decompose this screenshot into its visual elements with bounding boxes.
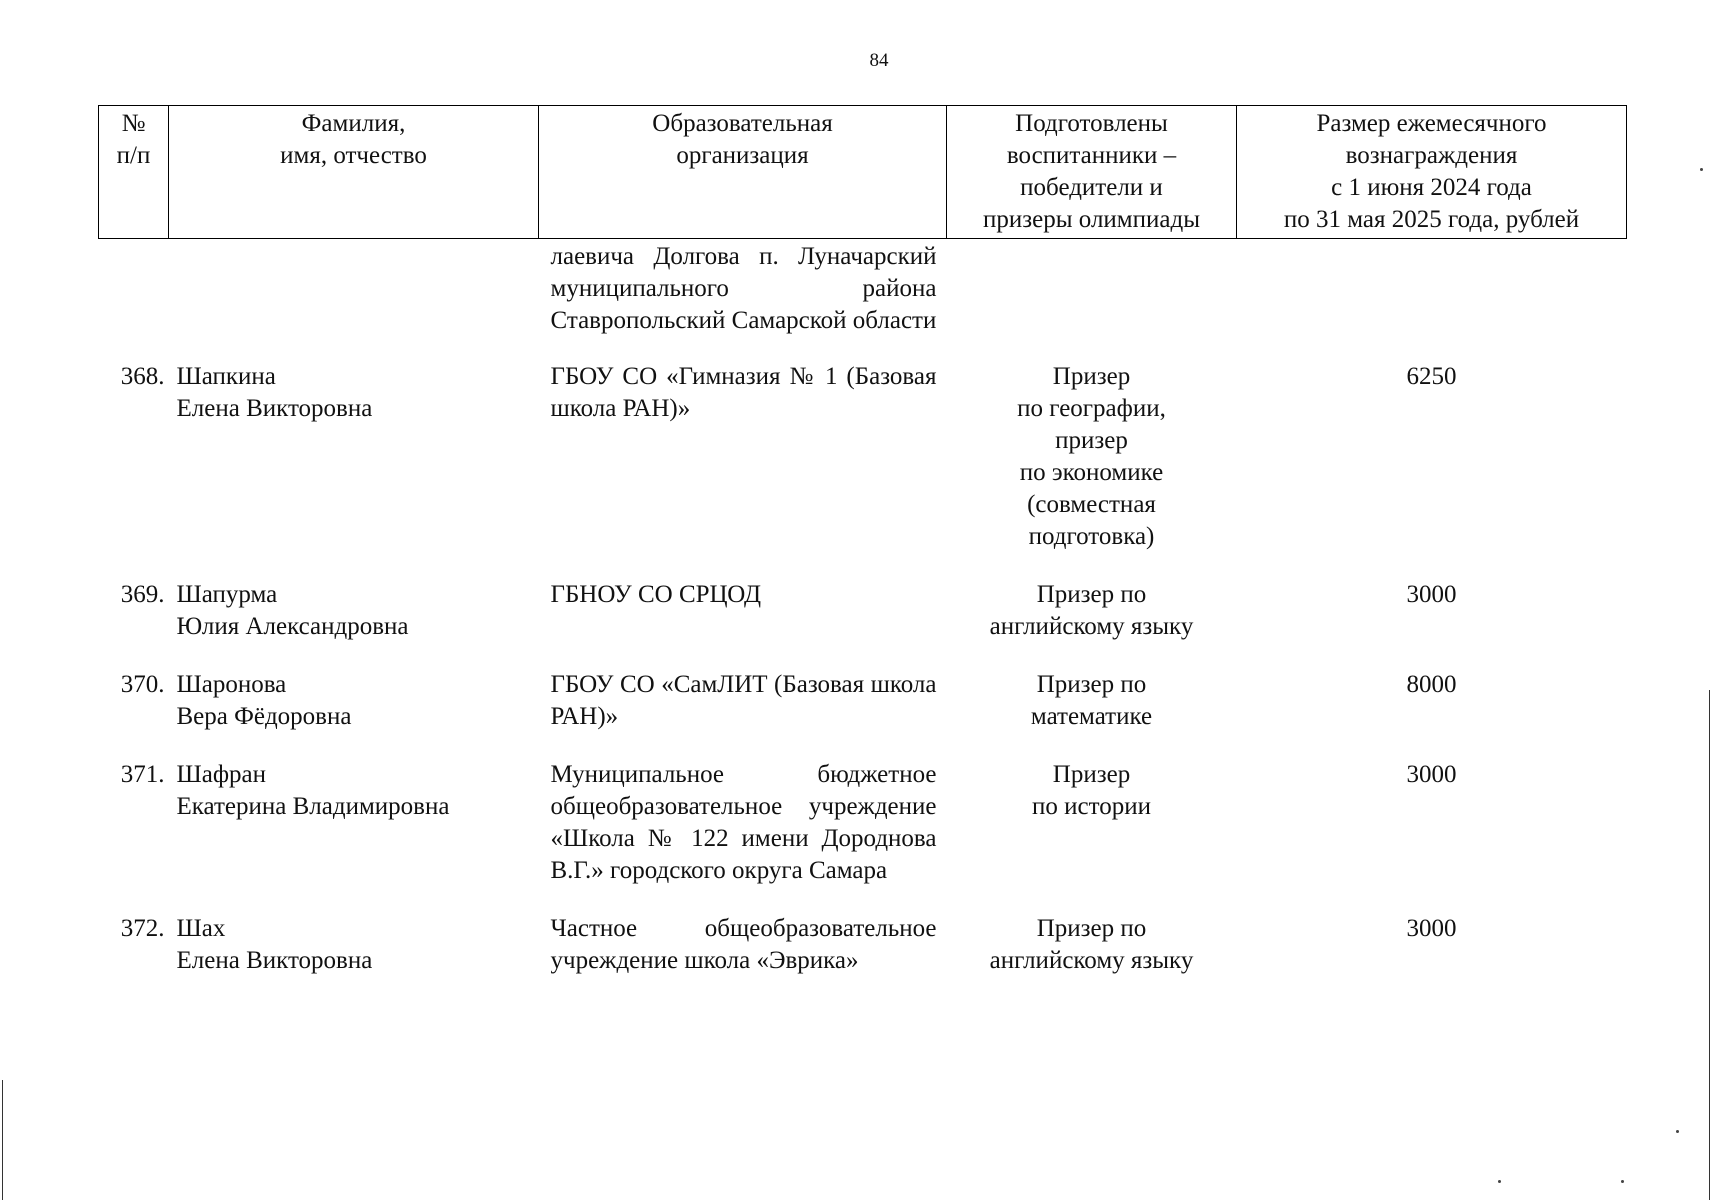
cell-name [169,239,539,358]
page-number [0,50,1712,72]
cell-prize: Призер по английскому языку [989,581,1194,640]
cell-num: 369. [120,581,165,608]
table-row [99,665,1627,755]
cell-name: Шах Елена Викторовна [176,915,373,974]
page-number-text: 84 [869,50,889,71]
scan-speck [1676,1130,1679,1133]
cell-num: 371. [120,761,165,788]
table-row [99,909,1627,999]
cell-name: Шапкина Елена Викторовна [176,363,373,422]
header-number: № п/п [99,106,169,239]
scan-speck [1621,1180,1624,1183]
cell-prize: Призер по английскому языку [989,915,1194,974]
cell-name: Шапурма Юлия Александровна [176,581,409,640]
header-monthly-reward: Размер ежемесячного вознаграждения с 1 июня 2024 года по 31 мая 2025 года, рублей [1237,106,1627,239]
scan-edge-right [1709,690,1710,1200]
cell-name: Шаронова Вера Фёдоровна [176,671,352,730]
cell-amount: 6250 [1406,363,1457,390]
header-prepared-winners: Подготовлены воспитанники – победители и призеры олимпиады [947,106,1237,239]
scan-speck [1498,1180,1501,1183]
cell-num [99,239,169,358]
cell-org: ГБОУ СО «Гимназия № 1 (Базовая школа РАН)» [550,363,937,422]
table-header [99,106,1627,239]
table-row [99,575,1627,665]
cell-num: 372. [120,915,165,942]
scan-edge-left [2,1080,3,1200]
cell-org: ГБНОУ СО СРЦОД [550,581,762,608]
cell-num: 368. [120,363,165,390]
cell-name: Шафран Екатерина Владимировна [176,761,450,820]
scan-speck [1700,168,1703,171]
cell-amount: 3000 [1406,761,1457,788]
cell-prize: Призер по математике [1030,671,1153,730]
cell-amount [1237,239,1627,358]
table-row [99,755,1627,909]
table-row [99,357,1627,575]
header-full-name: Фамилия, имя, отчество [169,106,539,239]
awards-table [98,105,1627,999]
cell-num: 370. [120,671,165,698]
cell-org: ГБОУ СО «СамЛИТ (Базовая школа РАН)» [550,671,937,730]
cell-prize: Призер по географии, призер по экономике (совместная подготовка) [1017,363,1166,550]
cell-amount: 3000 [1406,581,1457,608]
cell-org: Частное общеобразовательное учреждение школа «Эврика» [550,915,937,974]
cell-amount: 3000 [1406,915,1457,942]
cell-prize [947,239,1237,358]
table-body [99,239,1627,1000]
cell-prize: Призер по истории [1032,761,1151,820]
cell-org: лаевича Долгова п. Луначарский муниципального района Ставропольский Самарской области [550,243,937,334]
cell-org: Муниципальное бюджетное общеобразовательное учреждение «Школа № 122 имени Дороднова В.Г.» городского округа Самара [550,761,937,884]
header-organization: Образовательная организация [539,106,947,239]
table-row-continuation [99,239,1627,358]
cell-amount: 8000 [1406,671,1457,698]
